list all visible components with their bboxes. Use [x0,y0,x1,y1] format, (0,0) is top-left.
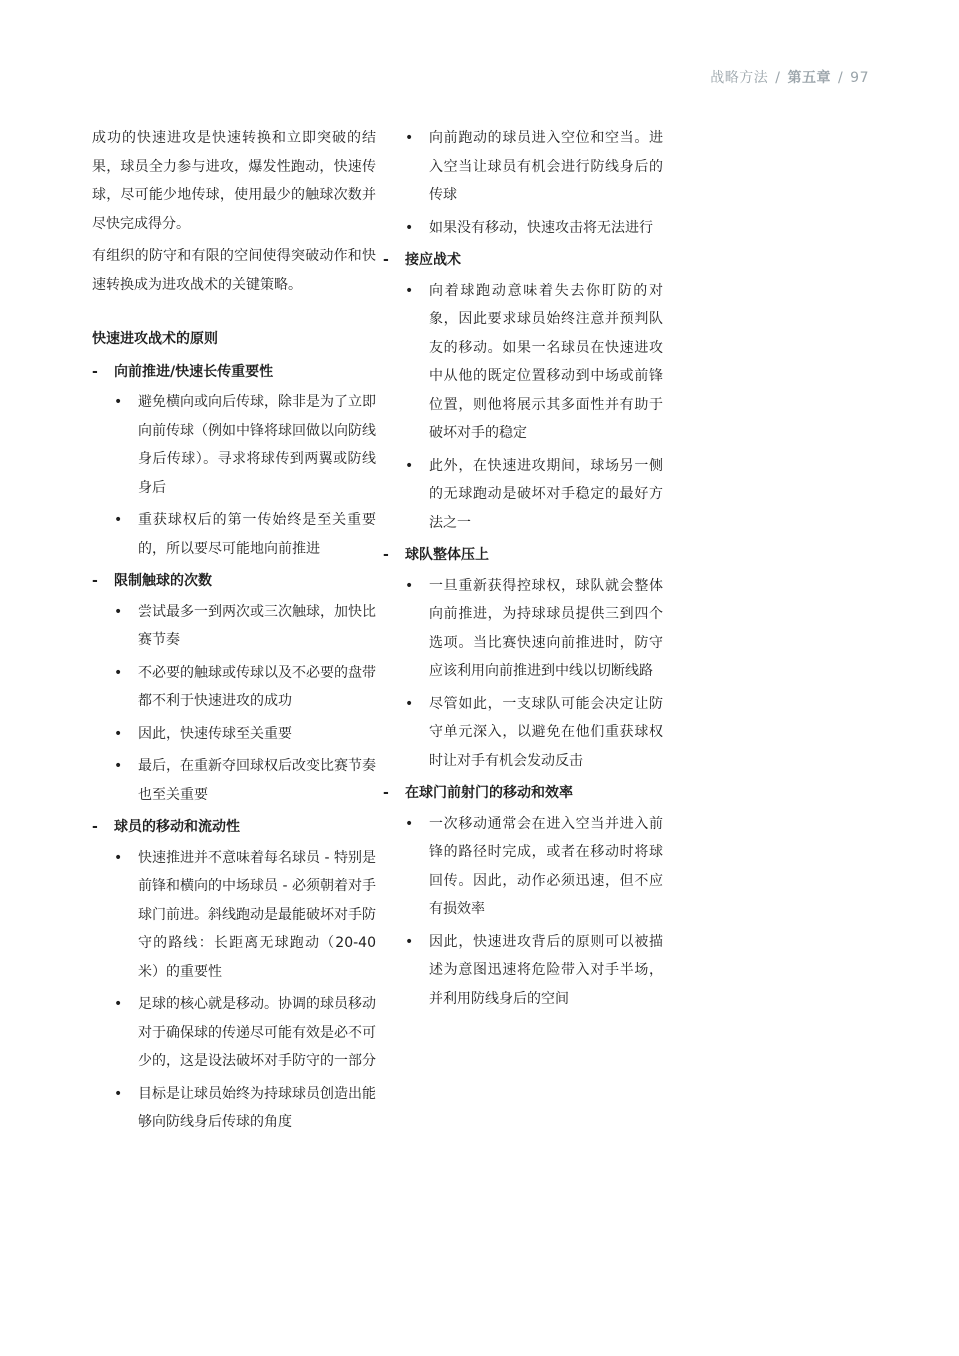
left-column [92,124,376,1141]
dash-marker: - [92,819,98,835]
bullet-marker: • [405,457,414,474]
list-item [92,752,376,809]
list-item [405,810,663,924]
header-section: 战略方法 [710,70,769,86]
dash-marker: - [383,252,389,268]
list-item-text: 尽管如此，一支球队可能会决定让防守单元深入，以避免在他们重获球权时让对手有机会发动反击 [429,695,663,769]
header-chapter: 第五章 [787,70,831,86]
list-item-text: 目标是让球员始终为持球球员创造出能够向防线身后传球的角度 [138,1085,376,1130]
list-item [92,844,376,987]
bullet-list [92,388,376,563]
list-item [92,659,376,716]
section-title: 向前推进/快速长传重要性 [114,363,274,380]
list-item-text: 向前跑动的球员进入空位和空当。进入空当让球员有机会进行防线身后的传球 [429,130,663,203]
page-number: 97 [850,70,869,86]
list-item [92,388,376,502]
list-item-text: 因此，快速传球至关重要 [138,725,292,742]
dash-marker: - [92,573,98,589]
header-separator: / [775,70,781,86]
bullet-marker: • [114,603,123,620]
subheading: 快速进攻战术的原则 [92,331,218,347]
list-item-text: 此外，在快速进攻期间，球场另一侧的无球跑动是破坏对手稳定的最好方法之一 [429,457,663,531]
list-item-text: 最后，在重新夺回球权后改变比赛节奏也至关重要 [138,758,376,803]
list-item [92,1080,376,1137]
bullet-marker: • [405,815,414,832]
list-item [405,452,663,538]
list-item [405,124,663,210]
intro-paragraph: 有组织的防守和有限的空间使得突破动作和快速转换成为进攻战术的关键策略。 [92,248,376,293]
section-heading [92,567,376,596]
list-item-text: 向着球跑动意味着失去你盯防的对象，因此要求球员始终注意并预判队友的移动。如果一名球员在快速进攻中从他的既定位置移动到中场或前锋位置，则他将展示其多面性并有助于破坏对手的稳定 [429,282,663,441]
list-item [92,506,376,563]
list-item-text: 一旦重新获得控球权，球队就会整体向前推进，为持球球员提供三到四个选项。当比赛快速向前推进时，防守应该利用向前推进到中线以切断线路 [429,577,663,679]
section-title: 限制触球的次数 [114,573,212,589]
bullet-marker: • [114,725,123,742]
dash-marker: - [92,363,98,380]
bullet-list [92,844,376,1137]
running-header [710,67,869,87]
list-item-text: 一次移动通常会在进入空当并进入前锋的路径时完成，或者在移动时将球回传。因此，动作必须迅速，但不应有损效率 [429,815,663,917]
bullet-marker: • [405,282,414,299]
section-heading [92,358,376,387]
right-column [383,124,663,1017]
list-item-text: 重获球权后的第一传始终是至关重要的，所以要尽可能地向前推进 [138,512,376,557]
bullet-list [405,124,663,242]
section-title: 球员的移动和流动性 [114,819,240,835]
bullet-marker: • [405,577,414,594]
list-item-text: 快速推进并不意味着每名球员 - 特别是前锋和横向的中场球员 - 必须朝着对手球门前进。斜线跑动是最能破坏对手防守的路线：长距离无球跑动（20-40 米）的重要性 [138,849,376,980]
bullet-marker: • [114,512,123,528]
list-item [405,690,663,776]
list-item-text: 避免横向或向后传球，除非是为了立即向前传球（例如中锋将球回做以向防线身后传球）。寻求将球传到两翼或防线身后 [138,394,376,496]
bullet-marker: • [114,849,123,866]
list-item-text: 因此，快速进攻背后的原则可以被描述为意图迅速将危险带入对手半场，并利用防线身后的空间 [429,933,663,1007]
list-item [405,572,663,686]
bullet-marker: • [405,695,414,712]
section-heading [383,779,663,808]
section-title: 球队整体压上 [405,547,489,563]
bullet-list [405,572,663,776]
bullet-marker: • [114,394,123,410]
list-item [92,598,376,655]
bullet-marker: • [114,1085,123,1102]
bullet-marker: • [114,996,123,1012]
section-heading [92,813,376,842]
section-heading [383,246,663,275]
list-item [92,720,376,749]
list-item-text: 不必要的触球或传球以及不必要的盘带都不利于快速进攻的成功 [138,664,376,709]
list-item-text: 如果没有移动，快速攻击将无法进行 [429,219,653,236]
header-separator: / [837,70,844,86]
list-item [405,928,663,1014]
section-title: 在球门前射门的移动和效率 [405,785,573,801]
bullet-list [405,810,663,1014]
section-heading [383,541,663,570]
intro-paragraph: 成功的快速进攻是快速转换和立即突破的结果，球员全力参与进攻，爆发性跑动，快速传球，尽可能少地传球，使用最少的触球次数并尽快完成得分。 [92,130,376,232]
list-item [92,990,376,1076]
list-item-text: 足球的核心就是移动。协调的球员移动对于确保球的传递尽可能有效是必不可少的，这是设法破坏对手防守的一部分 [138,996,376,1069]
list-item [405,277,663,448]
dash-marker: - [383,547,389,563]
bullet-marker: • [405,933,414,950]
bullet-marker: • [405,130,414,146]
bullet-list [405,277,663,538]
bullet-marker: • [114,758,123,774]
list-item [405,214,663,243]
bullet-marker: • [114,664,123,681]
dash-marker: - [383,785,389,801]
bullet-list [92,598,376,810]
section-title: 接应战术 [405,252,461,268]
list-item-text: 尝试最多一到两次或三次触球，加快比赛节奏 [138,603,376,648]
bullet-marker: • [405,219,414,236]
